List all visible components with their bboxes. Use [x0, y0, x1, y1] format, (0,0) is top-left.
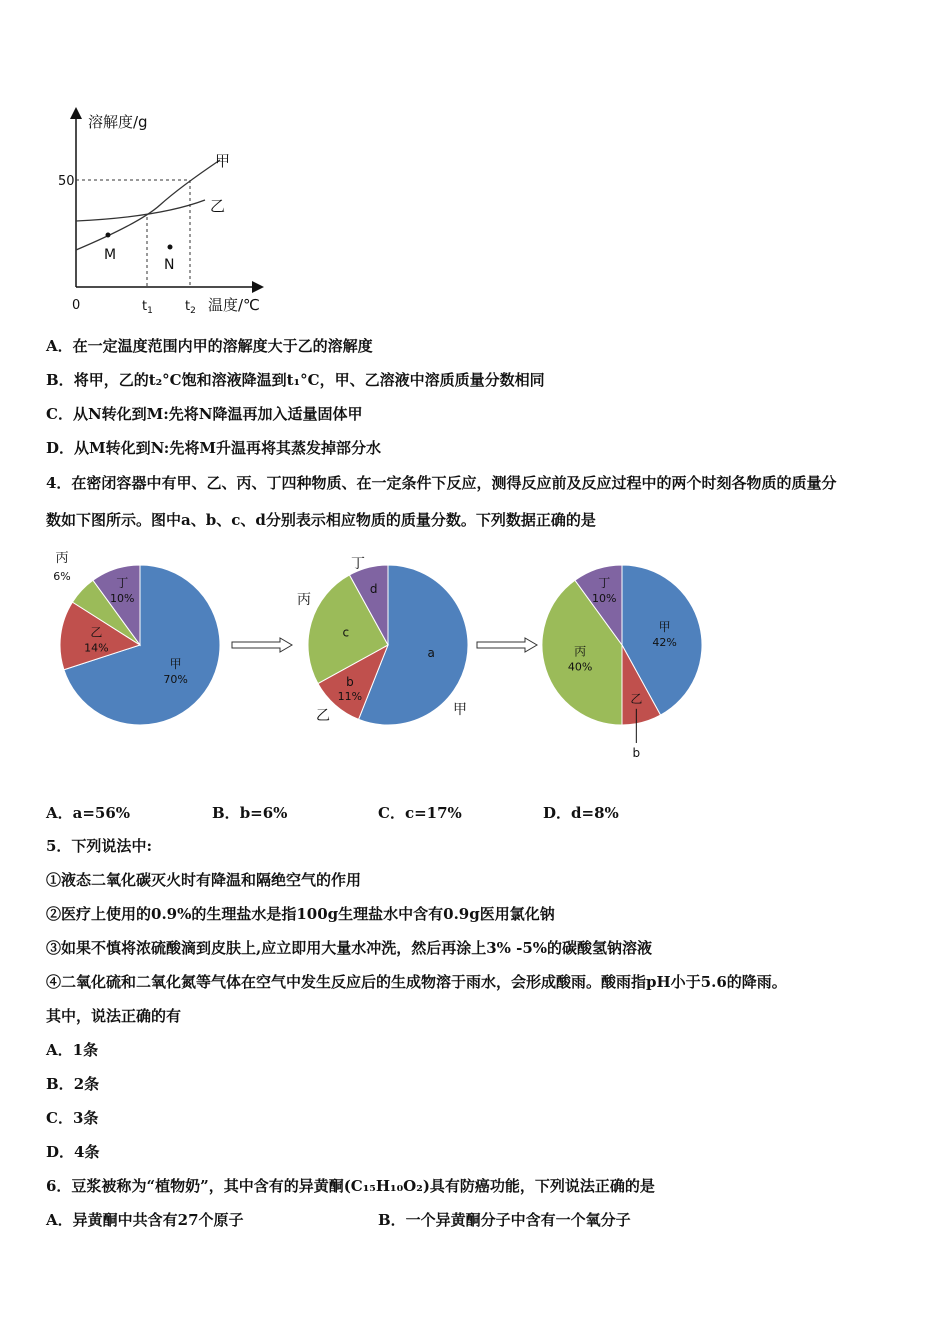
solubility-graph: [50, 105, 280, 325]
pie-3-slice-4-name: 丁: [598, 576, 611, 591]
q4-option-c: C．c=17%: [378, 804, 462, 822]
q6-option-b: B．一个异黄酮分子中含有一个氧分子: [378, 1211, 631, 1229]
pie-1-slice-2-name: 乙: [90, 625, 103, 640]
pie-1-slice-4-name: 丁: [116, 576, 129, 591]
curve-jia: [76, 160, 220, 250]
q4-stem-line1: 4．在密闭容器中有甲、乙、丙、丁四种物质、在一定条件下反应，测得反应前及反应过程中的两个时刻各物质的质量分: [46, 474, 837, 492]
q5-option-b: B．2条: [46, 1075, 100, 1093]
pie-arrow-1: [232, 638, 292, 652]
q3-option-d: D．从M转化到N:先将M升温再将其蒸发掉部分水: [46, 439, 381, 457]
point-m: [106, 233, 111, 238]
pie-2-slice-1-label: a: [427, 646, 435, 661]
pie-2-slice-2-label2: 11%: [337, 690, 363, 704]
q5-option-c: C．3条: [46, 1109, 99, 1127]
q5-option-d: D．4条: [46, 1143, 100, 1161]
pie-1-slice-1-label: 70%: [163, 672, 188, 686]
pie-2-name-ding: 丁: [351, 556, 365, 572]
pie-2-slice-2-label: b: [346, 675, 354, 690]
pie-1-slice-1-name: 甲: [169, 656, 182, 671]
origin-label: 0: [72, 298, 81, 313]
q5-stem: 5．下列说法中:: [46, 837, 152, 855]
point-n-label: N: [164, 257, 175, 273]
curve-yi: [76, 200, 205, 221]
pie-1-slice-4-label: 10%: [109, 592, 135, 606]
q4-option-b: B．b=6%: [212, 804, 288, 822]
pie-3-slice-4-label: 10%: [591, 592, 617, 606]
q3-option-c: C．从N转化到M:先将N降温再加入适量固体甲: [46, 405, 363, 423]
curve-yi-label: 乙: [210, 197, 226, 215]
pie-charts: [40, 540, 720, 770]
q6-option-a: A．异黄酮中共含有27个原子: [46, 1211, 244, 1229]
q5-statement-3: ③如果不慎将浓硫酸滴到皮肤上,应立即用大量水冲洗，然后再涂上3% -5%的碳酸氢钠溶液: [46, 939, 653, 957]
q4-option-a: A．a=56%: [46, 804, 131, 822]
q3-option-a: A．在一定温度范围内甲的溶解度大于乙的溶解度: [46, 337, 373, 355]
q5-option-a: A．1条: [46, 1041, 99, 1059]
pie-3-slice-2-label: b: [632, 746, 641, 760]
pie-3-slice-3-label: 40%: [567, 660, 593, 674]
pie-1-slice-3-name: 丙: [55, 551, 69, 566]
point-m-label: M: [104, 247, 117, 263]
pie-1-slice-2-label: 14%: [84, 641, 109, 655]
pie-2-name-yi: 乙: [316, 708, 330, 724]
pie-3-slice-3-name: 丙: [574, 644, 587, 659]
q5-statement-4: ④二氧化硫和二氧化氮等气体在空气中发生反应后的生成物溶于雨水，会形成酸雨。酸雨指pH小于5.6的降雨。: [46, 973, 787, 991]
pie-2-slice-3-label: c: [342, 625, 350, 640]
q6-stem: 6．豆浆被称为“植物奶”，其中含有的异黄酮(C₁₅H₁₀O₂)具有防癌功能，下列说法正确的是: [46, 1177, 655, 1195]
x-axis-label: 温度/℃: [208, 296, 260, 314]
y-axis-label: 溶解度/g: [88, 113, 148, 131]
y-tick-50: 50: [58, 174, 75, 189]
q4-stem-line2: 数如下图所示。图中a、b、c、d分别表示相应物质的质量分数。下列数据正确的是: [46, 511, 596, 529]
pie-arrow-2: [477, 638, 537, 652]
t1-label: $t_1$: [142, 299, 153, 316]
pie-3-slice-2-name: 乙: [630, 691, 643, 706]
t2-label: $t_2$: [185, 299, 196, 316]
pie-2-slice-4-label: d: [369, 582, 378, 597]
q4-option-d: D．d=8%: [543, 804, 619, 822]
pie-2-name-jia: 甲: [453, 702, 467, 718]
pie-3-slice-1-label: 42%: [652, 636, 677, 650]
point-n: [168, 245, 173, 250]
pie-3-slice-1-name: 甲: [658, 620, 671, 635]
q5-statement-2: ②医疗上使用的0.9%的生理盐水是指100g生理盐水中含有0.9g医用氯化钠: [46, 905, 555, 923]
q3-option-b: B．将甲，乙的t₂°C饱和溶液降温到t₁°C，甲、乙溶液中溶质质量分数相同: [46, 371, 545, 389]
q5-statement-1: ①液态二氧化碳灭火时有降温和隔绝空气的作用: [46, 871, 362, 889]
curve-jia-label: 甲: [215, 152, 231, 170]
q5-ask: 其中，说法正确的有: [46, 1007, 182, 1025]
pie-1-slice-3-label: 6%: [53, 570, 71, 583]
pie-2-name-bing: 丙: [297, 592, 311, 608]
